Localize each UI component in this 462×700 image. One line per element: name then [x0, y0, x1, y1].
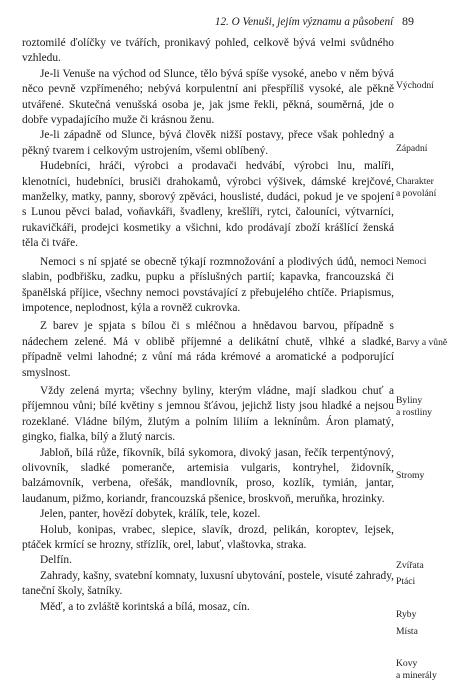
chapter-title: 12. O Venuši, jejím významu a působení [214, 16, 394, 28]
paragraph-places: Zahrady, kašny, svatební komnaty, luxusní ubytování, postele, visuté zahrady, taneční školy, šatníky. [22, 569, 394, 598]
paragraph-animals: Jelen, panter, hovězí dobytek, králík, tele, kozel. [40, 508, 261, 521]
paragraph-metals: Měď, a to zvláště korintská a bílá, mosaz, cín. [40, 600, 250, 613]
margin-note-fish: Ryby [396, 609, 417, 620]
paragraph-professions: Hudebníci, hráči, výrobci a prodavači hedvábí, výrobci lnu, malíři, klenotníci, hudebníci, brusiči drahokamů, výrobci výšivek, dámské krejčové, manželky, matky, panny, sborový zpěváci, houslisté, dudáci, pokud je ve spojení s Lunou pěvci balad, voňavkáři, švadleny, krešlíři, rytci, čalouníci, výtvarníci, rukavičkáři, prodejci kosmetiky a všichni, kdo prodávají zboží krášlící ženská těla či tváře. [22, 160, 394, 250]
margin-note-trees: Stromy [396, 470, 425, 481]
margin-note-places: Místa [396, 626, 418, 637]
paragraph-fish: Delfín. [40, 554, 72, 567]
margin-note-animals: Zvířata [396, 560, 424, 571]
running-header [0, 14, 414, 30]
margin-note-colors-scents: Barvy a vůně [396, 337, 448, 348]
margin-note-herbs: Byliny a rostliny [396, 395, 432, 418]
paragraph-face-description: roztomilé ďolíčky ve tvářích, pronikavý pohled, celkově bývá velmi svůdného vzhledu. [22, 37, 394, 65]
paragraph-western: Je-li západně od Slunce, bývá člověk nižší postavy, přece však pohledný a pěkný tvarem i celkovým ustrojením, všemi oblíbený. [22, 129, 394, 157]
paragraph-eastern: Je-li Venuše na východ od Slunce, tělo bývá spíše vysoké, anebo v něm bývá něco pevně vzpřímeného; nebývá korpulentní ani přespříliš vysoké, ale pěkně utvářené. Skutečná venušská osoba je, jak jsme řekli, pěkná, souměrná, jde o dobře vypadajícího muže či krásnou ženu. [22, 67, 394, 127]
paragraph-colors-scents: Z barev je spjata s bílou či s mléčnou a hnědavou barvou, případně s nádechem zelené. Má v oblibě příjemné a delikátní chutě, vlhké a sladké, případně velmi lahodné; z vůní má ráda krémové a aromatické a podporující smyslnost. [22, 320, 394, 379]
paragraph-diseases: Nemoci s ní spjaté se obecně týkají rozmnožování a plodivých údů, nemoci slabin, podbřišku, zadku, pupku a příslušných partií; kapavka, francouzská či španělská příjice, všechny nemoci povstávající z přebujelého chtíče. Priapismus, impotence, neplodnost, kýla a rovněž cukrovka. [22, 255, 394, 314]
paragraph-birds: Holub, konipas, vrabec, slepice, slavík, drozd, pelikán, koroptev, lejsek, ptáček krmící se hrozny, střízlík, orel, labuť, vlaštovka, straka. [22, 523, 394, 551]
paragraph-herbs: Vždy zelená myrta; všechny byliny, kterým vládne, mají sladkou chuť a příjemnou vůni; bílé květiny s jemnou šťávou, jejichž listy jsou hladké a nejsou rozeklané. Vládne bílým, žlutým a polním liliím a leknínům. Áron plamatý, gingko, fialka, bílý a žlutý narcis. [22, 384, 394, 444]
page-body [22, 36, 394, 615]
margin-note-birds: Ptáci [396, 576, 416, 587]
margin-note-metals: Kovy a minerály [396, 658, 437, 681]
paragraph-trees: Jabloň, bílá růže, fíkovník, bílá sykomora, divoký jasan, řečík terpentýnový, olivovník, sladké pomeranče, artemisia vulgaris, kontryhel, židovník, balzámovník, verbena, ořešák, mandlovník, proso, kozlík, tymián, jantar, laudanum, pižmo, koriandr, francouzská pšenice, broskvoň, meruňka, hrozinky. [22, 446, 394, 505]
page-number: 89 [402, 14, 414, 28]
margin-note-western: Západní [396, 143, 428, 154]
margin-note-diseases: Nemoci [396, 256, 427, 267]
margin-note-eastern: Východní [396, 80, 434, 91]
margin-note-professions: Charakter a povolání [396, 176, 437, 199]
